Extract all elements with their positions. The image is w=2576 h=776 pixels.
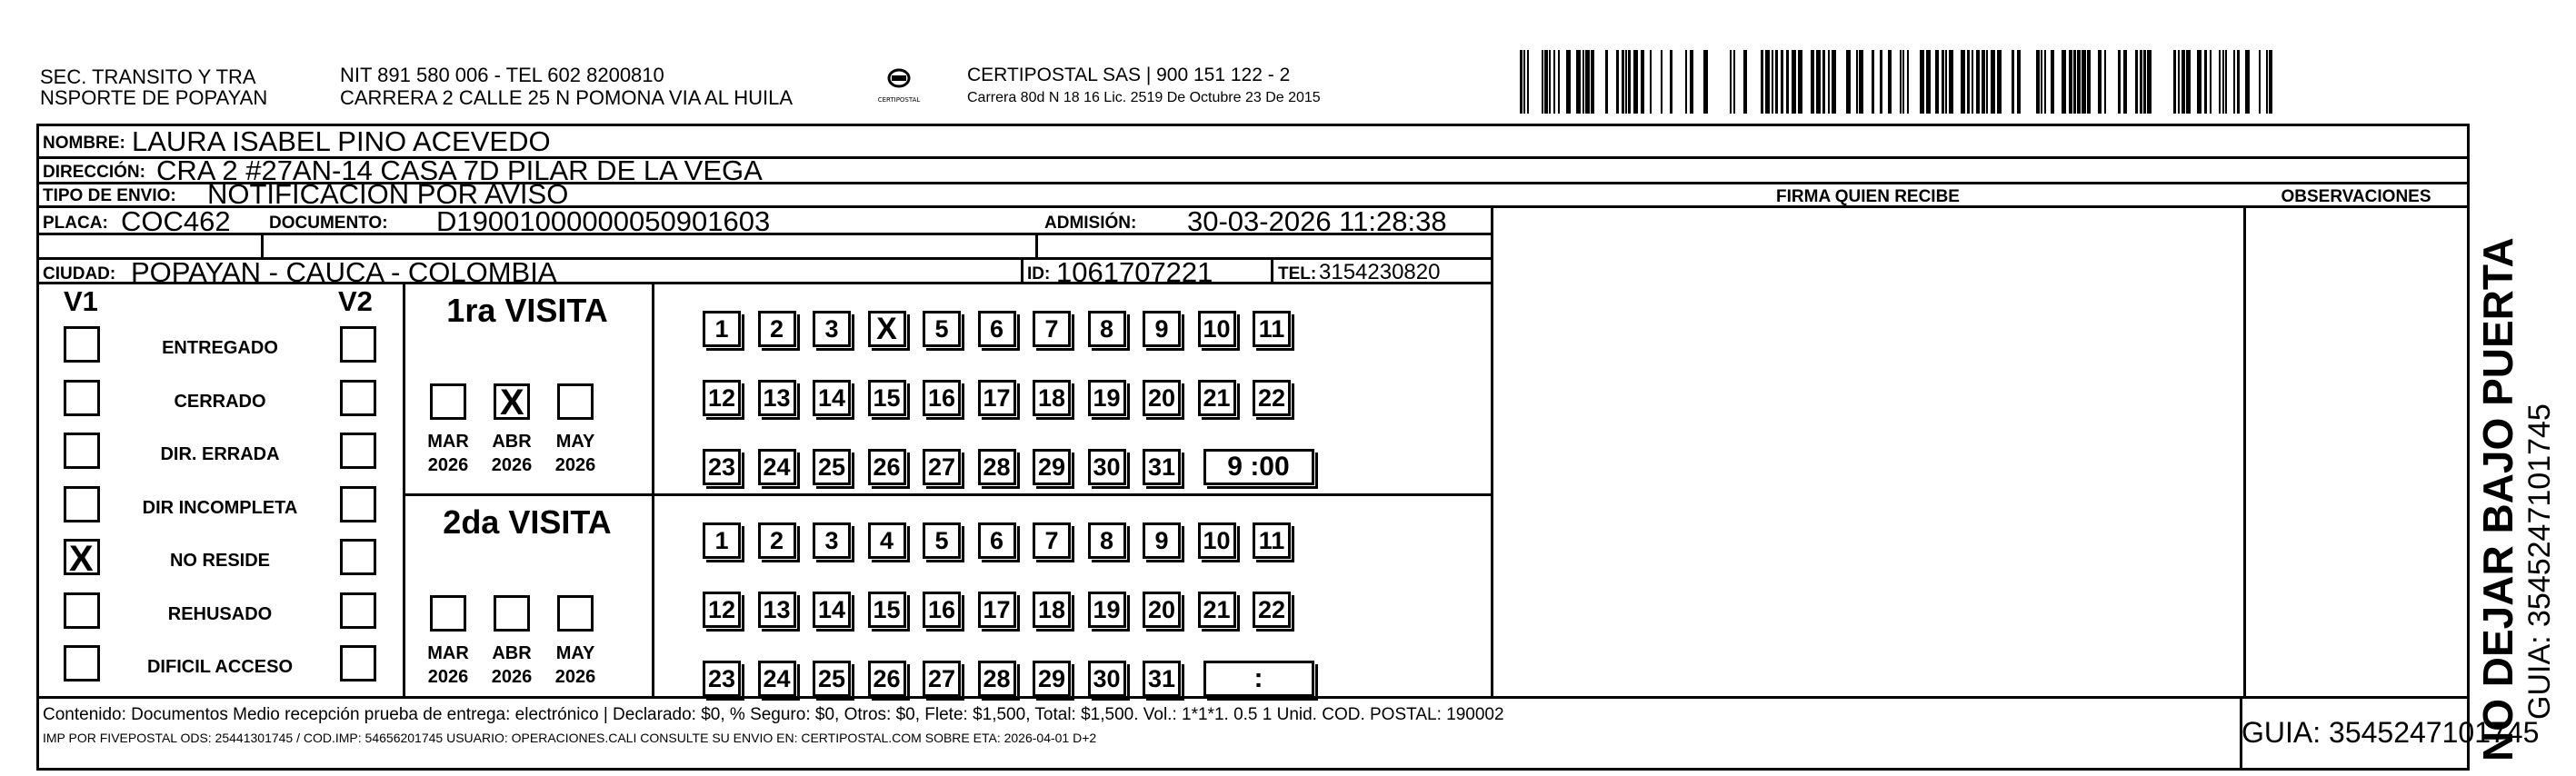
- v1-checkbox[interactable]: [64, 645, 100, 681]
- day-number: 13: [763, 595, 791, 623]
- footer-line-1: Contenido: Documentos Medio recepción prueba de entrega: electrónico | Declarado: $0, % Seguro: $0, Otros: $0, Flete: $1,500, Total: $1,500. Vol.: 1*1*1. 0.5 1 Unid. COD. POSTAL: 190002: [43, 705, 1504, 724]
- check-mark: X: [500, 383, 524, 423]
- col-line: [261, 233, 264, 257]
- day-number: 30: [1093, 453, 1121, 481]
- company-line-1: CERTIPOSTAL SAS | 900 151 122 - 2: [967, 65, 1291, 85]
- day-box[interactable]: [1033, 661, 1071, 697]
- name-label: NOMBRE:: [43, 134, 125, 153]
- day-number: 6: [989, 526, 1004, 554]
- month-label: ABR: [492, 643, 532, 663]
- city-value: POPAYAN - CAUCA - COLOMBIA: [131, 256, 557, 288]
- day-number: 29: [1037, 453, 1066, 481]
- v1-checkbox[interactable]: [64, 592, 100, 629]
- col-line: [2243, 205, 2246, 696]
- day-box[interactable]: [1198, 380, 1236, 416]
- day-number: 30: [1093, 664, 1121, 692]
- day-number: 16: [927, 595, 956, 623]
- day-box[interactable]: [758, 661, 796, 697]
- day-number: 21: [1203, 383, 1231, 412]
- day-box[interactable]: [1143, 311, 1181, 347]
- col-line: [403, 282, 405, 696]
- day-number: 10: [1203, 314, 1231, 343]
- day-number: 31: [1147, 664, 1176, 692]
- id-value: 1061707221: [1056, 256, 1213, 288]
- day-box[interactable]: [923, 522, 961, 559]
- day-box[interactable]: [1198, 522, 1236, 559]
- time-box[interactable]: [1203, 661, 1314, 697]
- day-box[interactable]: [1143, 449, 1181, 485]
- day-number: 18: [1037, 383, 1066, 412]
- address-value: CRA 2 #27AN-14 CASA 7D PILAR DE LA VEGA: [156, 154, 763, 186]
- day-box[interactable]: [868, 449, 906, 485]
- month-checkbox[interactable]: [557, 383, 594, 420]
- year-label: 2026: [427, 455, 469, 475]
- plate-value: COC462: [121, 205, 231, 237]
- day-number: 26: [873, 664, 901, 692]
- nit-line-1: NIT 891 580 006 - TEL 602 8200810: [340, 64, 664, 86]
- year-label: 2026: [554, 667, 596, 687]
- day-number: 23: [707, 453, 736, 481]
- status-label: DIR. ERRADA: [160, 444, 280, 464]
- svg-text:CERTIPOSTAL: CERTIPOSTAL: [877, 96, 921, 104]
- day-box[interactable]: [703, 311, 741, 347]
- day-box[interactable]: [1088, 661, 1126, 697]
- tel-value: 3154230820: [1319, 260, 1441, 284]
- day-box[interactable]: [813, 661, 851, 697]
- day-box[interactable]: [1088, 380, 1126, 416]
- col-line: [1021, 257, 1023, 282]
- month-label: MAY: [555, 432, 595, 452]
- footer-guia: GUIA: 3545247101745: [2242, 716, 2540, 749]
- id-label: ID:: [1027, 264, 1051, 284]
- day-box[interactable]: [978, 449, 1016, 485]
- day-number: 2: [769, 314, 784, 343]
- day-number: 9: [1154, 314, 1169, 343]
- day-box[interactable]: [923, 311, 961, 347]
- v2-checkbox[interactable]: [340, 539, 376, 575]
- day-number: 9: [1154, 526, 1169, 554]
- signature-header: FIRMA QUIEN RECIBE: [1776, 187, 1960, 206]
- month-checkbox[interactable]: [430, 383, 466, 420]
- v2-checkbox[interactable]: [340, 433, 376, 469]
- year-label: 2026: [491, 667, 533, 687]
- day-number: 26: [873, 453, 901, 481]
- day-number: 15: [873, 383, 901, 412]
- day-box[interactable]: [703, 592, 741, 628]
- month-checkbox[interactable]: [430, 595, 466, 632]
- day-box[interactable]: [758, 592, 796, 628]
- tel-label: TEL:: [1278, 264, 1317, 284]
- month-label: MAY: [555, 643, 595, 663]
- v2-checkbox[interactable]: [340, 326, 376, 363]
- document-value: D19001000000050901603: [436, 205, 771, 237]
- day-number: 22: [1257, 383, 1286, 412]
- day-box[interactable]: [1198, 311, 1236, 347]
- day-number: 19: [1093, 383, 1121, 412]
- day-box[interactable]: [1198, 592, 1236, 628]
- day-number: 4: [879, 526, 894, 554]
- day-number: 31: [1147, 453, 1176, 481]
- frame-divider: [2467, 124, 2470, 156]
- status-label: CERRADO: [174, 391, 266, 412]
- time-value: 9 :00: [1227, 452, 1290, 482]
- day-box[interactable]: [868, 311, 906, 347]
- day-box[interactable]: [758, 449, 796, 485]
- day-box[interactable]: [978, 661, 1016, 697]
- day-box[interactable]: [1253, 592, 1291, 628]
- v1-checkbox[interactable]: [64, 326, 100, 363]
- v2-checkbox[interactable]: [340, 380, 376, 416]
- day-box[interactable]: [978, 522, 1016, 559]
- day-box[interactable]: [813, 449, 851, 485]
- day-number: 27: [927, 664, 956, 692]
- v1-checkbox[interactable]: [64, 380, 100, 416]
- day-box[interactable]: [868, 522, 906, 559]
- month-label: ABR: [492, 432, 532, 452]
- day-number: 8: [1099, 314, 1114, 343]
- day-number: 3: [824, 314, 839, 343]
- v2-label: V2: [338, 285, 373, 317]
- v1-checkbox[interactable]: [64, 486, 100, 522]
- send-type-label: TIPO DE ENVIO:: [43, 186, 176, 205]
- visit-title: 2da VISITA: [443, 503, 612, 541]
- day-number: 25: [817, 453, 846, 481]
- v2-checkbox[interactable]: [340, 645, 376, 681]
- day-box[interactable]: [923, 449, 961, 485]
- address-label: DIRECCIÓN:: [43, 163, 145, 182]
- sender-line-1: SEC. TRANSITO Y TRA: [40, 65, 256, 88]
- year-label: 2026: [491, 455, 533, 475]
- status-label: DIR INCOMPLETA: [142, 497, 298, 518]
- day-box[interactable]: [1033, 592, 1071, 628]
- day-box[interactable]: [1088, 522, 1126, 559]
- day-box[interactable]: [868, 380, 906, 416]
- day-number: 29: [1037, 664, 1066, 692]
- day-box[interactable]: [923, 592, 961, 628]
- name-value: LAURA ISABEL PINO ACEVEDO: [132, 125, 551, 157]
- day-box[interactable]: [1033, 311, 1071, 347]
- status-label: ENTREGADO: [162, 338, 278, 358]
- day-number: 22: [1257, 595, 1286, 623]
- month-label: MAR: [427, 643, 469, 663]
- day-number: 10: [1203, 526, 1231, 554]
- plate-label: PLACA:: [43, 214, 108, 233]
- day-box[interactable]: [758, 522, 796, 559]
- day-box[interactable]: [1033, 380, 1071, 416]
- day-number: 17: [983, 595, 1011, 623]
- month-checkbox[interactable]: [494, 595, 530, 632]
- admission-label: ADMISIÓN:: [1044, 214, 1137, 233]
- day-number: 20: [1147, 383, 1176, 412]
- observations-header: OBSERVACIONES: [2281, 187, 2431, 206]
- day-box[interactable]: [1253, 311, 1291, 347]
- admission-value: 30-03-2026 11:28:38: [1187, 205, 1447, 237]
- day-box[interactable]: [1088, 311, 1126, 347]
- col-line: [1491, 205, 1493, 696]
- day-box[interactable]: [1143, 380, 1181, 416]
- status-label: DIFICIL ACCESO: [146, 657, 293, 677]
- day-box[interactable]: [1253, 380, 1291, 416]
- day-number: 7: [1044, 526, 1059, 554]
- day-number: 1: [714, 314, 729, 343]
- day-number: 23: [707, 664, 736, 692]
- day-number: 5: [934, 314, 949, 343]
- day-number: 19: [1093, 595, 1121, 623]
- day-box[interactable]: [703, 449, 741, 485]
- day-number: 12: [707, 595, 736, 623]
- day-number: 24: [763, 664, 791, 692]
- day-number: 24: [763, 453, 791, 481]
- certipostal-logo: [873, 62, 925, 105]
- day-number: 25: [817, 664, 846, 692]
- day-box[interactable]: [1033, 522, 1071, 559]
- barcode: [1520, 50, 2281, 114]
- day-box[interactable]: [923, 380, 961, 416]
- day-number: 14: [817, 595, 846, 623]
- day-number: 3: [824, 526, 839, 554]
- day-box[interactable]: [758, 311, 796, 347]
- day-number: 1: [714, 526, 729, 554]
- status-label: NO RESIDE: [169, 551, 271, 571]
- day-box[interactable]: [868, 592, 906, 628]
- day-number: 16: [927, 383, 956, 412]
- city-label: CIUDAD:: [43, 264, 116, 284]
- day-box[interactable]: [978, 311, 1016, 347]
- month-checkbox[interactable]: [557, 595, 594, 632]
- day-number: 14: [817, 383, 846, 412]
- day-box[interactable]: [978, 592, 1016, 628]
- day-box[interactable]: [703, 522, 741, 559]
- day-number: 15: [873, 595, 901, 623]
- day-number: 28: [983, 453, 1011, 481]
- col-line: [1035, 233, 1038, 257]
- day-box[interactable]: [1033, 449, 1071, 485]
- day-number: 11: [1258, 526, 1285, 554]
- side-guia: GUIA: 3545247101745: [2522, 403, 2557, 720]
- day-box[interactable]: [703, 380, 741, 416]
- col-line: [1271, 257, 1273, 282]
- day-number: 6: [989, 314, 1004, 343]
- col-line: [652, 282, 654, 696]
- day-box[interactable]: [1143, 661, 1181, 697]
- day-box[interactable]: [813, 592, 851, 628]
- v1-checkbox[interactable]: [64, 433, 100, 469]
- v2-checkbox[interactable]: [340, 592, 376, 629]
- v1-label: V1: [64, 285, 98, 317]
- month-checkbox[interactable]: [494, 383, 530, 423]
- side-text: [2474, 125, 2557, 761]
- nit-line-2: CARRERA 2 CALLE 25 N POMONA VIA AL HUILA: [340, 86, 794, 109]
- day-number: X: [876, 311, 897, 346]
- day-number: 2: [769, 526, 784, 554]
- v1-checkbox[interactable]: [64, 539, 100, 579]
- day-box[interactable]: [703, 661, 741, 697]
- day-number: 8: [1099, 526, 1114, 554]
- check-mark: X: [69, 539, 94, 579]
- time-value: :: [1253, 663, 1263, 693]
- day-box[interactable]: [758, 380, 796, 416]
- day-box[interactable]: [1088, 592, 1126, 628]
- day-box[interactable]: [813, 311, 851, 347]
- day-number: 12: [707, 383, 736, 412]
- sender-line-2: NSPORTE DE POPAYAN: [40, 86, 268, 109]
- status-label: REHUSADO: [167, 603, 273, 624]
- month-label: MAR: [427, 432, 469, 452]
- day-number: 28: [983, 664, 1011, 692]
- footer-line-2: IMP POR FIVEPOSTAL ODS: 25441301745 / COD.IMP: 54656201745 USUARIO: OPERACIONES.CALI CONSULTE SU ENVIO EN: CERTIPOSTAL.COM SOBRE ETA: 2026-04-01 D+2: [43, 731, 1097, 745]
- day-box[interactable]: [1253, 522, 1291, 559]
- row-line: [403, 493, 1493, 496]
- day-box[interactable]: [923, 661, 961, 697]
- send-type-value: NOTIFICACION POR AVISO: [207, 178, 569, 210]
- no-leave-under-door: NO DEJAR BAJO PUERTA: [2474, 237, 2521, 761]
- day-box[interactable]: [978, 380, 1016, 416]
- day-box[interactable]: [868, 661, 906, 697]
- day-box[interactable]: [813, 522, 851, 559]
- document-label: DOCUMENTO:: [269, 214, 388, 233]
- day-number: 27: [927, 453, 956, 481]
- day-number: 20: [1147, 595, 1176, 623]
- company-line-2: Carrera 80d N 18 16 Lic. 2519 De Octubre 23 De 2015: [967, 90, 1321, 105]
- day-number: 5: [934, 526, 949, 554]
- day-box[interactable]: [1143, 592, 1181, 628]
- day-box[interactable]: [1143, 522, 1181, 559]
- v2-checkbox[interactable]: [340, 486, 376, 522]
- day-number: 7: [1044, 314, 1059, 343]
- visit-title: 1ra VISITA: [446, 292, 608, 329]
- day-number: 21: [1203, 595, 1231, 623]
- day-box[interactable]: [1088, 449, 1126, 485]
- day-number: 11: [1258, 314, 1285, 343]
- time-box[interactable]: [1203, 449, 1314, 485]
- day-number: 18: [1037, 595, 1066, 623]
- day-number: 13: [763, 383, 791, 412]
- year-label: 2026: [427, 667, 469, 687]
- year-label: 2026: [554, 455, 596, 475]
- day-box[interactable]: [813, 380, 851, 416]
- day-number: 17: [983, 383, 1011, 412]
